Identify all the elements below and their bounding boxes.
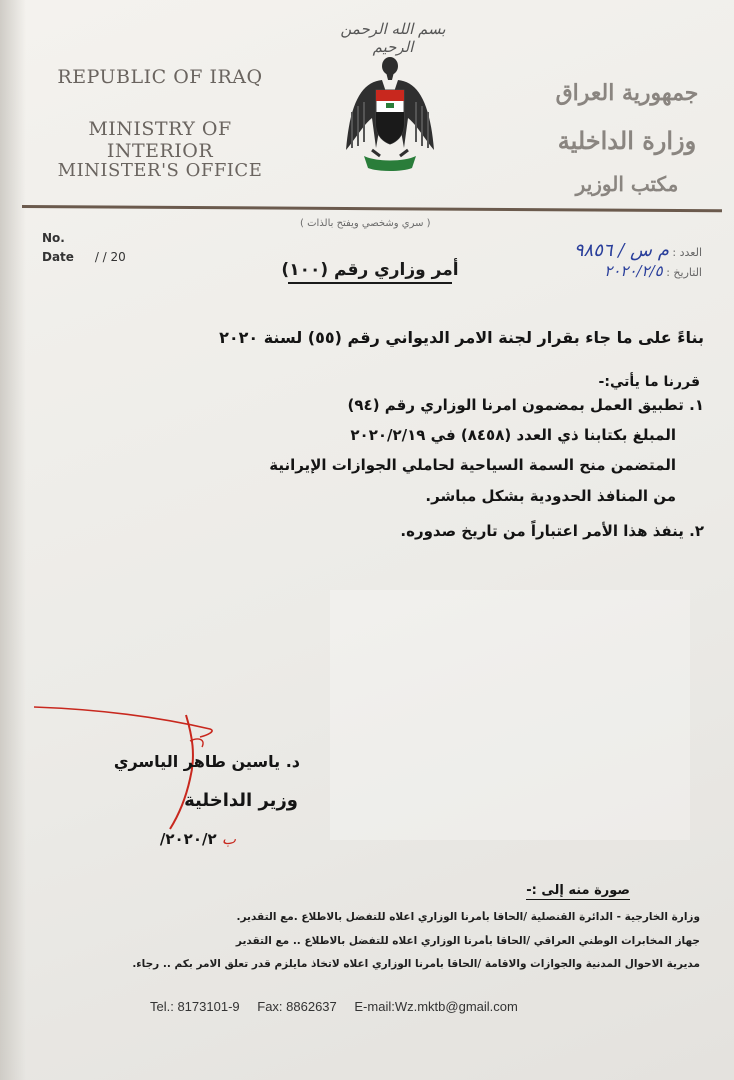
ref-date-row <box>42 250 126 264</box>
letterhead-divider <box>22 205 722 212</box>
signature-date-mark: ب <box>221 830 236 848</box>
copy-line-3: مديرية الاحوال المدنية والجوازات والاقامة /الحاقا بأمرنا الوزاري اعلاه لاتخاذ مايلزم قدر تعلق الامر بكم .. رجاء. <box>132 958 700 970</box>
body-item1-line4: من المنافذ الحدودية بشكل مباشر. <box>425 487 676 505</box>
blank-area <box>330 590 690 840</box>
copy-line-1: وزارة الخارجية - الدائرة القنصلية /الحاقا بأمرنا الوزاري اعلاه للتفضل بالاطلاع .مع التقدير. <box>236 911 700 923</box>
signatory-name: د. ياسين طاهر الياسري <box>113 752 300 771</box>
letterhead-en-line-1: REPUBLIC OF IRAQ <box>57 66 263 88</box>
copies-heading: صورة منه إلى :- <box>526 883 630 898</box>
iraq-eagle-emblem-icon <box>342 52 438 182</box>
letterhead-en-line-3: MINISTER'S OFFICE <box>57 160 263 181</box>
basmala-calligraphy: بسم الله الرحمن الرحيم <box>340 20 446 56</box>
letterhead-ar-line-1: جمهورية العراق <box>555 80 699 106</box>
ar-number-value: م س / ٩٨٥٦ <box>573 240 669 261</box>
body-intro: بناءً على ما جاء بقرار لجنة الامر الديواني رقم (٥٥) لسنة ٢٠٢٠ <box>219 328 704 347</box>
ar-number-row <box>542 240 702 261</box>
ar-number-label: العدد : <box>672 246 702 259</box>
ref-date-separators: / / 20 <box>94 250 126 264</box>
ref-no-label: No. <box>42 231 65 245</box>
signatory-title: وزير الداخلية <box>184 790 298 811</box>
footer-tel: Tel.: 8173101-9 <box>150 999 240 1014</box>
ar-date-value: ٢٠٢٠/٢/٥ <box>604 262 663 280</box>
ref-date-label: Date <box>42 250 74 264</box>
ar-date-row <box>542 262 702 280</box>
body-item1-line3: المتضمن منح السمة السياحية لحاملي الجوازات الإيرانية <box>269 456 676 474</box>
contact-footer <box>150 999 532 1014</box>
ar-date-label: التاريخ : <box>666 266 702 279</box>
classification-note: ( سري وشخصي ويفتح بالذات ) <box>300 218 431 229</box>
signature-date-value: ٢٠٢٠/٢/ <box>159 830 217 848</box>
footer-email: E-mail:Wz.mktb@gmail.com <box>354 999 518 1014</box>
letterhead-ar-line-2: وزارة الداخلية <box>557 126 697 155</box>
body-item1-line1: ١. تطبيق العمل بمضمون امرنا الوزاري رقم (٩٤) <box>347 396 704 414</box>
body-item2: ٢. ينفذ هذا الأمر اعتباراً من تاريخ صدوره. <box>400 522 704 540</box>
body-decided: قررنا ما يأتي:- <box>598 374 700 390</box>
letterhead-ar-line-3: مكتب الوزير <box>575 172 679 196</box>
footer-fax: Fax: 8862637 <box>257 999 337 1014</box>
page-shadow <box>0 0 26 1080</box>
signature-date <box>160 830 236 848</box>
letterhead-en-line-2: MINISTRY OF INTERIOR <box>88 118 232 162</box>
body-item1-line2: المبلغ بكتابنا ذي العدد (٨٤٥٨) في ٢٠٢٠/٢/١٩ <box>350 426 676 444</box>
copy-line-2: جهاز المخابرات الوطني العراقي /الحاقا بأمرنا الوزاري اعلاه للتفضل بالاطلاع .. مع التقدير <box>235 935 700 947</box>
order-title: أمر وزاري رقم (١٠٠) <box>250 260 490 280</box>
